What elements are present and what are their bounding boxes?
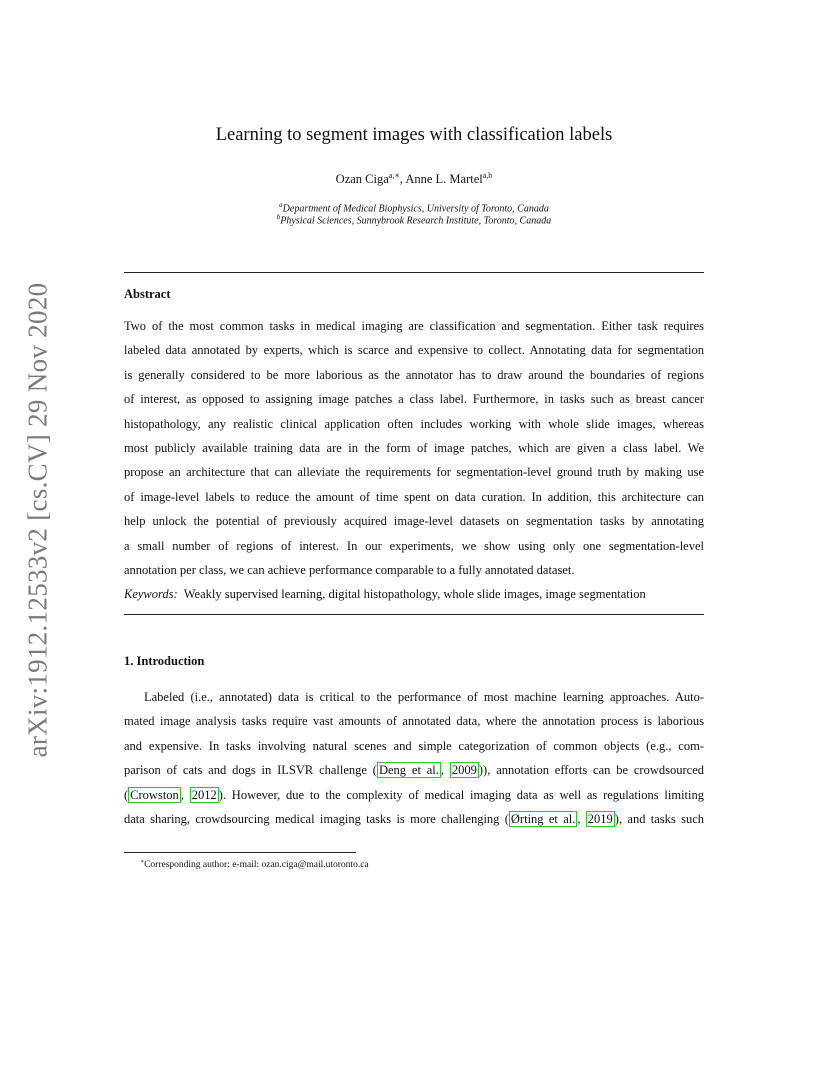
bottom-divider	[124, 614, 704, 615]
citation-link[interactable]: Deng et al.	[378, 763, 439, 778]
citation-link[interactable]: Crowston	[130, 787, 179, 802]
intro-line: parison of cats and dogs in ILSVR challenge ( Deng et al. , 2009 )), annotation efforts can be crowdsourced	[124, 763, 704, 778]
footnote-mark: ∗	[140, 859, 145, 865]
abstract-line: labeled data annotated by experts, which is scarce and expensive to collect. Annotating data for segmentation	[124, 343, 704, 358]
author-list: Ozan Ciga$^{a,∗}$, Anne L. Martel$^{a,b}$	[335, 171, 493, 187]
intro-line: mated image analysis tasks require vast amounts of annotated data, where the annotation process is laborious	[124, 714, 704, 729]
author-marks: a,b	[482, 171, 493, 180]
top-divider	[124, 272, 704, 273]
keywords	[124, 587, 646, 602]
affiliation-mark: a	[279, 201, 283, 209]
paper-title: Learning to segment images with classification labels	[215, 125, 613, 145]
abstract-heading: Abstract	[124, 287, 171, 301]
citation-link[interactable]: Ørting et al.	[510, 812, 576, 826]
footnote-text: Corresponding author: e-mail: ozan.ciga@mail.utoronto.ca	[144, 860, 369, 871]
affiliation-text: Department of Medical Biophysics, University of Toronto, Canada	[282, 203, 549, 215]
affiliation-mark: b	[276, 213, 281, 221]
abstract-line: a small number of regions of interest. In our experiments, we show using only one segmentation-level	[124, 538, 704, 553]
author-name: Anne L. Martel	[405, 172, 483, 187]
citation-link[interactable]: 2009	[451, 763, 477, 778]
abstract-line: annotation per class, we can achieve performance comparable to a fully annotated dataset.	[124, 563, 575, 577]
abstract-line: Two of the most common tasks in medical imaging are classification and segmentation. Either task requires	[124, 319, 704, 333]
affiliation-text: Physical Sciences, Sunnybrook Research Institute, Toronto, Canada	[280, 215, 552, 227]
footnote-divider	[124, 852, 356, 853]
footnote	[140, 858, 369, 870]
intro-line: and expensive. In tasks involving natural scenes and simple categorization of common objects (e.g., com-	[124, 738, 704, 753]
citation-link[interactable]: 2019	[587, 812, 613, 826]
abstract-line: propose an architecture that can alleviate the requirements for segmentation-level ground truth by making use	[124, 465, 704, 480]
intro-line: Labeled (i.e., annotated) data is critical to the performance of most machine learning approaches. Auto-	[144, 690, 704, 704]
author-name: Ozan Ciga	[335, 172, 389, 187]
abstract-line: of image-level labels to reduce the amount of time spent on data curation. In addition, this architecture can	[124, 489, 704, 504]
arxiv-id: arXiv:1912.12533v2 [cs.CV] 29 Nov 2020	[22, 282, 53, 758]
abstract-line: is generally considered to be more laborious as the annotator has to draw around the boundaries of regions	[124, 367, 704, 382]
abstract-line: most publicly available training data are in the form of image patches, which are given a class label. We	[124, 441, 704, 455]
affiliation-b	[0, 213, 828, 226]
keywords-text: Weakly supervised learning, digital histopathology, whole slide images, image segmentation	[183, 587, 646, 601]
section-heading-introduction: 1. Introduction	[124, 654, 205, 668]
author-marks: a,∗	[388, 171, 400, 180]
intro-line: ( Crowston , 2012 ). However, due to the complexity of medical imaging data as well as regulations limiting	[124, 787, 705, 802]
intro-line: data sharing, crowdsourcing medical imaging tasks is more challenging ( Ørting et al. , 2019 ), and tasks such	[124, 812, 704, 826]
abstract-line: histopathology, any realistic clinical application often includes working with whole slide images, whereas	[124, 416, 704, 431]
arxiv-identifier-stamp	[18, 280, 58, 760]
keywords-label: Keywords:	[124, 587, 178, 601]
citation-link[interactable]: 2012	[191, 787, 217, 802]
abstract-line: help unlock the potential of previously acquired image-level datasets on segmentation tasks by annotating	[124, 514, 704, 529]
abstract-line: of interest, as opposed to assigning image patches a class label. Furthermore, in tasks such as breast cancer	[124, 392, 704, 407]
